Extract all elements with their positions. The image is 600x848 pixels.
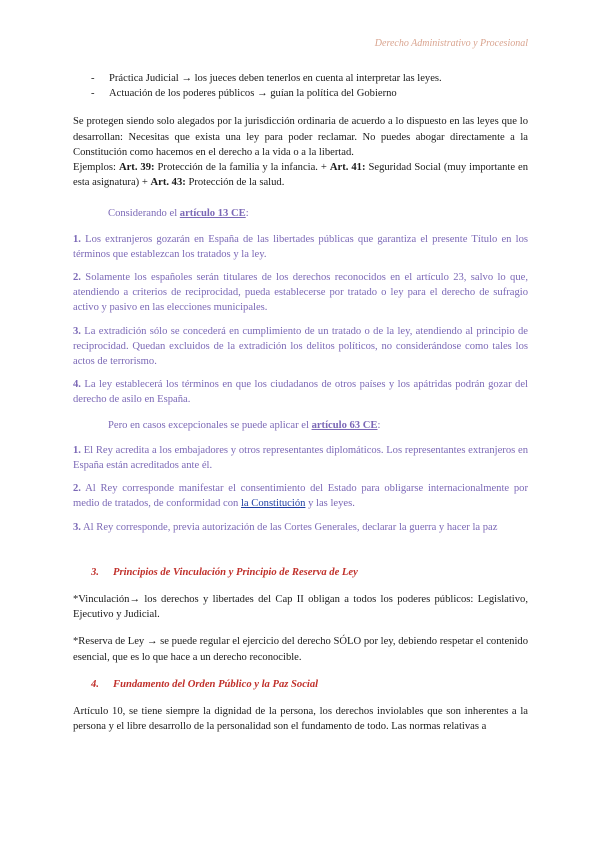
running-header: Derecho Administrativo y Procesional xyxy=(374,38,528,49)
art13-ref: artículo 13 CE xyxy=(179,208,246,220)
item-number: 1. xyxy=(73,233,81,245)
art13-item xyxy=(73,270,528,316)
section-number: 4. xyxy=(91,678,99,690)
item-text: Al Rey corresponde manifestar el consentimiento del Estado para obligarse internacionalmente por medio de tratados, de conformidad con xyxy=(73,483,528,510)
art41-text: Seguridad Social (muy importante en esta asignatura) + xyxy=(73,162,529,189)
section-3-heading xyxy=(73,565,528,580)
art39-label: Art. 39: xyxy=(118,162,155,174)
item-number: 4. xyxy=(73,379,81,391)
item-text: La ley establecerá los términos en que los ciudadanos de otros países y los apátridas podrán gozar del derecho de asilo en España. xyxy=(73,379,528,406)
item-text: El Rey acredita a los embajadores y otros representantes diplomáticos. Los representantes extranjeros en España están acreditados ante él. xyxy=(73,444,528,472)
item-number: 1. xyxy=(73,444,81,456)
section-4-heading xyxy=(73,677,528,692)
item-number: 2. xyxy=(73,272,81,284)
item-text: Solamente los españoles serán titulares de los derechos reconocidos en el artículo 23, salvo lo que, atendiendo a criterios de reciprocidad, pueda establecerse por tratado o ley para el derecho de sufragio activo y pasivo en las elecciones municipales. xyxy=(73,272,529,314)
art63-colon: : xyxy=(377,419,381,431)
art13-colon: : xyxy=(245,208,249,220)
section-title: Fundamento del Orden Público y la Paz Social xyxy=(113,678,319,690)
art63-item xyxy=(73,481,528,511)
section-number: 3. xyxy=(91,566,99,578)
item-number: 3. xyxy=(73,325,81,337)
art63-item xyxy=(73,443,528,473)
item-text-end: y las leyes. xyxy=(308,498,355,510)
paragraph-ejemplos xyxy=(73,160,528,190)
item-number: 2. xyxy=(73,483,81,495)
art63-item xyxy=(73,520,528,535)
art13-intro xyxy=(108,206,528,221)
item-number: 3. xyxy=(73,521,81,533)
item-text: Al Rey corresponde, previa autorización de las Cortes Generales, declarar la guerra y hacer la paz xyxy=(83,521,498,533)
art43-text: Protección de la salud. xyxy=(188,177,285,189)
document-body xyxy=(73,71,528,735)
bullet-dash: - xyxy=(91,88,95,100)
section-title: Principios de Vinculación y Principio de Reserva de Ley xyxy=(113,566,358,578)
paragraph-fundamento: Artículo 10, se tiene siempre la dignidad de la persona, los derechos inviolables que son inherentes a la persona y el libre desarrollo de la personalidad son el fundamento de todo. Las normas relativas a xyxy=(73,706,528,733)
art41-label: Art. 41: xyxy=(329,162,366,174)
art63-intro xyxy=(108,418,528,433)
bullet-text: Práctica Judicial → los jueces deben tenerlos en cuenta al interpretar las leyes. xyxy=(109,73,442,84)
art13-item xyxy=(73,377,528,407)
art13-intro-text: Considerando el xyxy=(108,208,178,220)
bullet-item xyxy=(91,86,528,101)
paragraph-reserva-ley: *Reserva de Ley → se puede regular el ejercicio del derecho SÓLO por ley, debiendo respetar el contenido esencial, que es lo que hace a un derecho reconocible. xyxy=(73,636,528,663)
art63-ref: artículo 63 CE xyxy=(311,419,378,431)
art13-item xyxy=(73,324,528,370)
constitucion-link[interactable]: la Constitución xyxy=(240,498,306,510)
bullet-text: Actuación de los poderes públicos → guían la política del Gobierno xyxy=(109,88,397,100)
ejemplos-lead: Ejemplos: xyxy=(73,162,116,174)
paragraph-vinculacion: *Vinculación→ los derechos y libertades del Cap II obligan a todos los poderes públicos: Legislativo, Ejecutivo y Judicial. xyxy=(73,594,528,621)
art39-text: Protección de la familia y la infancia. + xyxy=(157,162,327,174)
art63-intro-text: Pero en casos excepcionales se puede aplicar el xyxy=(108,419,309,431)
bullet-dash: - xyxy=(91,73,95,84)
item-text: Los extranjeros gozarán en España de las libertades públicas que garantiza el presente Título en los términos que establezcan los tratados y la ley. xyxy=(73,233,528,260)
item-text: La extradición sólo se concederá en cumplimiento de un tratado o de la ley, atendiendo al principio de reciprocidad. Quedan excluidos de la extradición los delitos políticos, no considerándose como tales los actos de terrorismo. xyxy=(73,325,528,368)
art13-item xyxy=(73,232,528,262)
paragraph-jurisdiccion: Se protegen siendo solo alegados por la jurisdicción ordinaria de acuerdo a lo dispuesto en las leyes que lo desarrollan: Necesitas que exista una ley para poder reclamar. No puedes abogar directamente a la Constitución como hacemos en el derecho a la vida o a la libertad. xyxy=(73,116,528,158)
bullet-item xyxy=(91,71,528,86)
art43-label: Art. 43: xyxy=(150,177,186,189)
